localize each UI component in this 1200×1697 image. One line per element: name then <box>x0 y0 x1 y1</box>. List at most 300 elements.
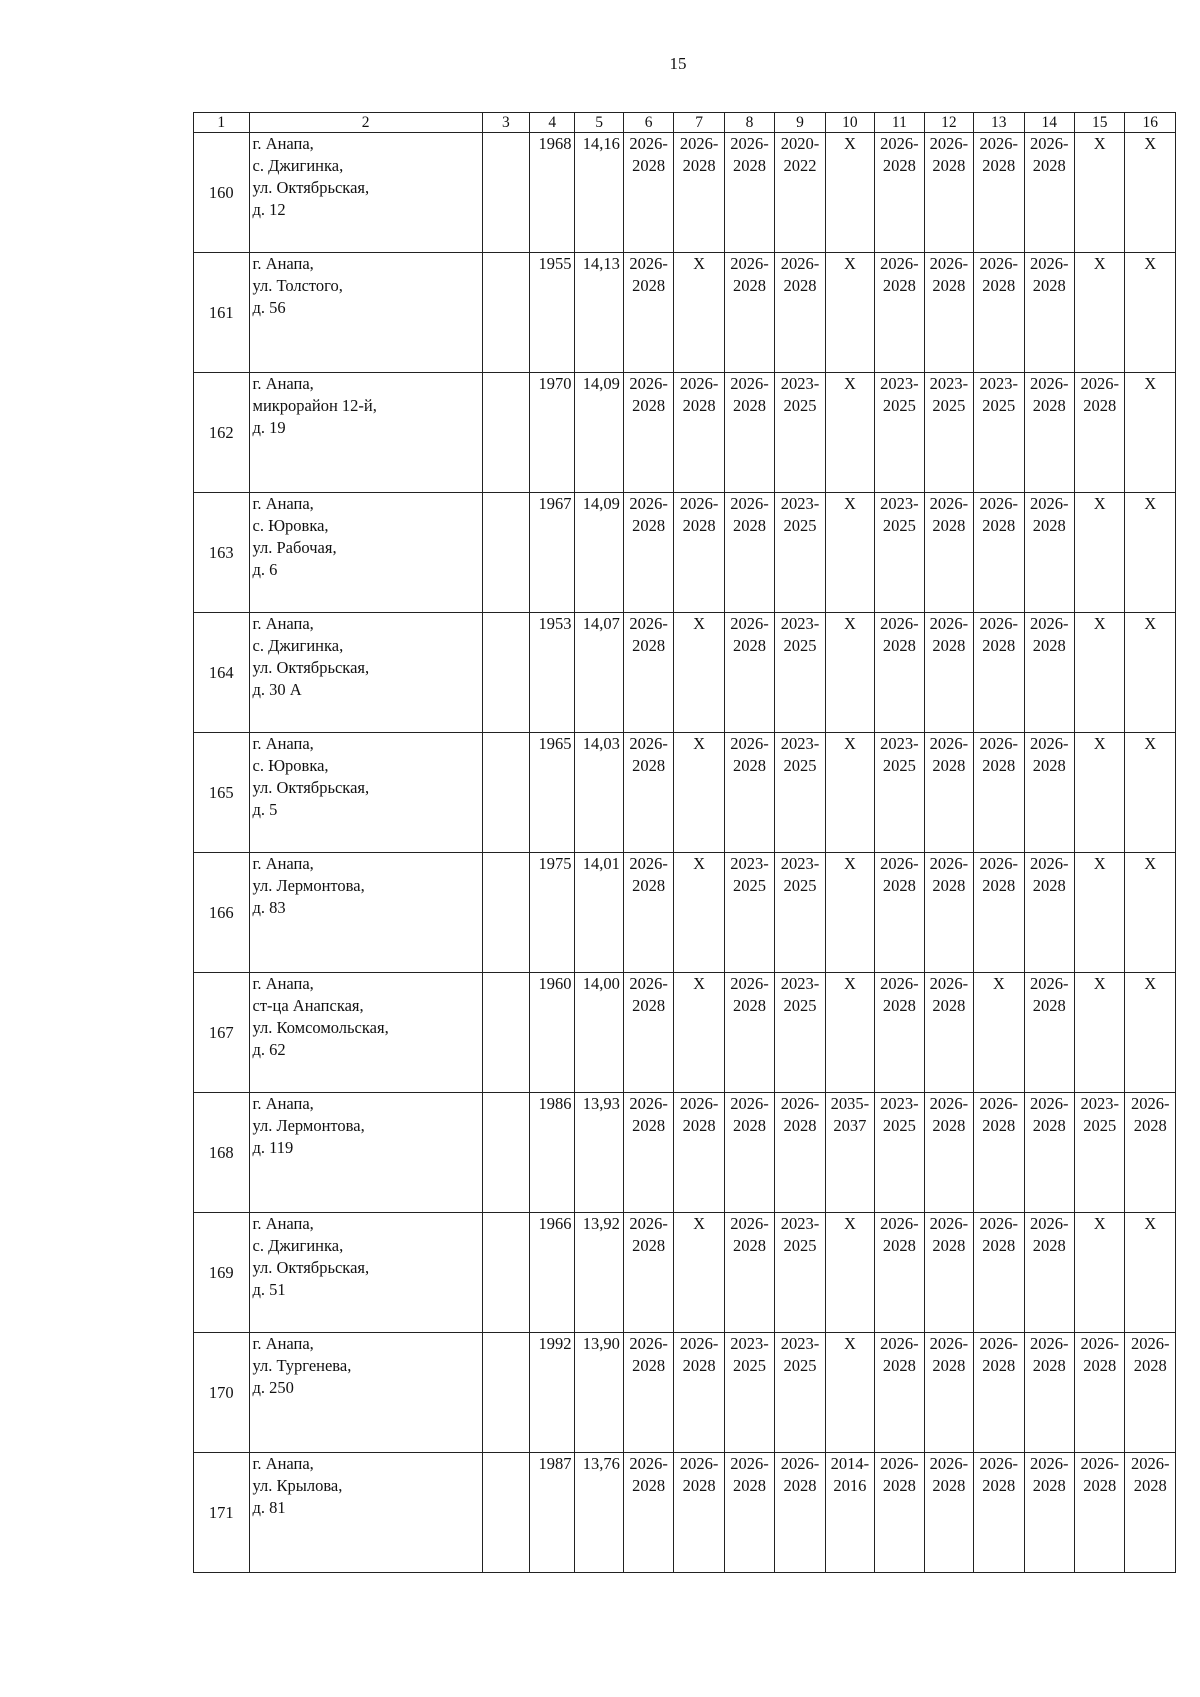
address-cell <box>249 613 482 733</box>
period-text: 2028 <box>733 156 767 175</box>
period-cell <box>1074 133 1124 253</box>
table-row <box>194 1453 1176 1573</box>
period-text: 2025 <box>783 636 817 655</box>
period-cell <box>875 253 924 373</box>
area-cell: 14,09 <box>575 493 623 613</box>
period-cell <box>775 253 825 373</box>
year-cell: 1986 <box>530 1093 575 1213</box>
table-row <box>194 973 1176 1093</box>
period-cell <box>974 973 1024 1093</box>
period-text: 2028 <box>982 876 1016 895</box>
period-cell <box>974 853 1024 973</box>
area-cell: 14,13 <box>575 253 623 373</box>
address-cell <box>249 493 482 613</box>
period-text: 2028 <box>733 396 767 415</box>
period-cell <box>924 1093 973 1213</box>
period-text: 2026- <box>629 1214 668 1233</box>
address-line: г. Анапа, <box>252 494 314 513</box>
period-text: 2026- <box>679 1094 719 1113</box>
address-line: ул. Октябрьская, <box>252 178 370 197</box>
row-number: 166 <box>194 853 250 973</box>
period-text: 2028 <box>632 1236 666 1255</box>
period-cell <box>974 373 1024 493</box>
period-cell <box>1024 613 1074 733</box>
period-text: 2026- <box>1029 614 1069 633</box>
period-cell <box>1125 253 1176 373</box>
period-text: 2028 <box>632 396 666 415</box>
column-header: 9 <box>775 113 825 133</box>
table-row <box>194 133 1176 253</box>
period-text: 2026- <box>929 974 969 993</box>
period-cell <box>1074 1093 1124 1213</box>
column-3-cell <box>482 493 529 613</box>
address-line: ул. Октябрьская, <box>252 1258 370 1277</box>
period-text: 2028 <box>882 276 916 295</box>
period-cell <box>974 493 1024 613</box>
address-line: г. Анапа, <box>252 134 314 153</box>
period-cell <box>1125 493 1176 613</box>
address-line: ул. Лермонтова, <box>252 1116 365 1135</box>
period-text: 2023- <box>880 734 919 753</box>
period-text: 2023- <box>730 854 769 873</box>
period-text: 2028 <box>1133 1356 1167 1375</box>
row-number: 170 <box>194 1333 250 1453</box>
period-text: 2026- <box>629 494 668 513</box>
column-header: 2 <box>249 113 482 133</box>
period-cell <box>775 733 825 853</box>
year-cell: 1968 <box>530 133 575 253</box>
period-text: 2028 <box>682 396 716 415</box>
period-text: 2028 <box>882 156 916 175</box>
period-cell <box>724 853 774 973</box>
period-cell <box>724 613 774 733</box>
period-cell <box>875 1213 924 1333</box>
address-line: д. 51 <box>252 1280 286 1299</box>
address-line: д. 119 <box>252 1138 294 1157</box>
period-cell <box>724 133 774 253</box>
period-text: 2026- <box>929 494 969 513</box>
period-cell <box>674 133 724 253</box>
period-text: 2026- <box>679 1454 719 1473</box>
period-cell <box>674 373 724 493</box>
period-text: 2028 <box>733 1236 767 1255</box>
area-cell: 13,92 <box>575 1213 623 1333</box>
period-text: 2028 <box>783 276 817 295</box>
area-cell: 14,09 <box>575 373 623 493</box>
period-text: 2028 <box>882 636 916 655</box>
period-text: Х <box>693 254 706 273</box>
period-text: Х <box>693 854 706 873</box>
period-cell <box>875 133 924 253</box>
address-line: д. 81 <box>252 1498 286 1517</box>
period-cell <box>1074 1333 1124 1453</box>
period-text: 2026- <box>1029 854 1069 873</box>
period-text: 2026- <box>730 974 769 993</box>
column-header: 4 <box>530 113 575 133</box>
period-cell <box>1024 493 1074 613</box>
period-text: 2028 <box>733 636 767 655</box>
table-row <box>194 853 1176 973</box>
year-cell: 1965 <box>530 733 575 853</box>
row-number: 167 <box>194 973 250 1093</box>
page-number: 15 <box>669 54 687 73</box>
period-cell <box>1125 973 1176 1093</box>
column-header: 8 <box>724 113 774 133</box>
period-text: Х <box>1093 254 1106 273</box>
period-text: 2023- <box>780 1334 820 1353</box>
table-header-row <box>194 113 1176 133</box>
period-cell <box>1074 373 1124 493</box>
area-cell: 14,03 <box>575 733 623 853</box>
column-3-cell <box>482 373 529 493</box>
period-cell <box>974 1453 1024 1573</box>
period-text: 2028 <box>1032 1116 1066 1135</box>
period-text: 2023- <box>1080 1094 1119 1113</box>
period-cell <box>875 613 924 733</box>
period-cell <box>825 1453 874 1573</box>
period-text: Х <box>1144 374 1157 393</box>
period-cell <box>974 1213 1024 1333</box>
period-cell <box>825 253 874 373</box>
period-text: 2025 <box>733 1356 767 1375</box>
period-text: 2026- <box>730 1094 769 1113</box>
period-cell <box>924 1333 973 1453</box>
period-cell <box>825 613 874 733</box>
period-cell <box>1125 1213 1176 1333</box>
period-cell <box>924 373 973 493</box>
address-line: г. Анапа, <box>252 1334 314 1353</box>
period-text: Х <box>1144 494 1157 513</box>
period-cell <box>623 613 673 733</box>
period-cell <box>674 1213 724 1333</box>
period-text: 2026- <box>1029 1094 1069 1113</box>
row-number: 171 <box>194 1453 250 1573</box>
address-line: ул. Крылова, <box>252 1476 343 1495</box>
period-cell <box>875 853 924 973</box>
period-cell <box>724 253 774 373</box>
table-row <box>194 733 1176 853</box>
period-cell <box>775 1333 825 1453</box>
period-cell <box>1074 1453 1124 1573</box>
area-cell: 13,93 <box>575 1093 623 1213</box>
period-text: 2028 <box>982 1236 1016 1255</box>
period-text: 2028 <box>932 1356 966 1375</box>
period-text: Х <box>1093 614 1106 633</box>
period-text: Х <box>843 854 856 873</box>
period-text: 2028 <box>982 516 1016 535</box>
period-text: 2028 <box>932 276 966 295</box>
period-text: Х <box>693 734 706 753</box>
address-line: ул. Октябрьская, <box>252 658 370 677</box>
year-cell: 1960 <box>530 973 575 1093</box>
period-cell <box>1024 1213 1074 1333</box>
address-line: ул. Толстого, <box>252 276 343 295</box>
period-cell <box>623 1213 673 1333</box>
period-cell <box>974 133 1024 253</box>
period-text: 2028 <box>1032 516 1066 535</box>
period-text: 2026- <box>1029 1334 1069 1353</box>
period-cell <box>825 973 874 1093</box>
period-cell <box>775 133 825 253</box>
period-cell <box>623 493 673 613</box>
area-cell: 14,16 <box>575 133 623 253</box>
period-cell <box>1024 253 1074 373</box>
column-header: 12 <box>924 113 973 133</box>
period-cell <box>674 1333 724 1453</box>
period-text: 2026- <box>1080 374 1119 393</box>
period-text: 2026- <box>780 1094 820 1113</box>
period-text: 2028 <box>1032 156 1066 175</box>
address-line: г. Анапа, <box>252 1454 314 1473</box>
address-line: г. Анапа, <box>252 854 314 873</box>
period-text: 2028 <box>882 876 916 895</box>
period-text: 2023- <box>780 374 820 393</box>
column-header: 13 <box>974 113 1024 133</box>
period-text: 2035- <box>830 1094 870 1113</box>
period-text: 2026- <box>629 134 668 153</box>
period-text: Х <box>843 254 856 273</box>
period-cell <box>924 493 973 613</box>
period-text: 2028 <box>932 1476 966 1495</box>
period-text: Х <box>843 974 856 993</box>
row-number: 162 <box>194 373 250 493</box>
period-text: Х <box>1144 614 1157 633</box>
address-cell <box>249 373 482 493</box>
period-text: 2028 <box>632 156 666 175</box>
period-cell <box>1125 133 1176 253</box>
period-cell <box>674 973 724 1093</box>
address-line: с. Юровка, <box>252 756 329 775</box>
period-cell <box>924 253 973 373</box>
period-text: Х <box>843 614 856 633</box>
period-text: 2026- <box>1029 134 1069 153</box>
period-cell <box>875 373 924 493</box>
period-text: 2028 <box>632 636 666 655</box>
period-text: 2026- <box>730 734 769 753</box>
period-text: 2028 <box>632 756 666 775</box>
period-cell <box>1024 973 1074 1093</box>
address-line: микрорайон 12-й, <box>252 396 377 415</box>
address-cell <box>249 973 482 1093</box>
area-cell: 14,07 <box>575 613 623 733</box>
period-text: Х <box>1093 134 1106 153</box>
period-cell <box>875 1453 924 1573</box>
column-3-cell <box>482 1333 529 1453</box>
period-text: 2028 <box>682 1356 716 1375</box>
period-cell <box>1125 1333 1176 1453</box>
period-cell <box>1074 733 1124 853</box>
period-text: 2028 <box>882 1476 916 1495</box>
period-text: Х <box>693 974 706 993</box>
period-text: Х <box>1144 254 1157 273</box>
address-line: д. 83 <box>252 898 286 917</box>
period-text: 2026- <box>629 254 668 273</box>
address-line: г. Анапа, <box>252 1094 314 1113</box>
period-text: Х <box>1093 734 1106 753</box>
period-text: 2025 <box>932 396 966 415</box>
period-text: 2026- <box>929 1094 969 1113</box>
area-cell: 14,01 <box>575 853 623 973</box>
area-cell: 14,00 <box>575 973 623 1093</box>
period-text: 2028 <box>1032 876 1066 895</box>
period-cell <box>1125 1093 1176 1213</box>
period-cell <box>623 733 673 853</box>
area-cell: 13,76 <box>575 1453 623 1573</box>
period-cell <box>974 253 1024 373</box>
period-cell <box>875 1333 924 1453</box>
period-text: 2025 <box>882 756 916 775</box>
column-header: 3 <box>482 113 529 133</box>
period-text: 2025 <box>882 396 916 415</box>
period-text: 2028 <box>932 756 966 775</box>
period-cell <box>1074 493 1124 613</box>
period-text: 2026- <box>679 494 719 513</box>
period-text: 2025 <box>783 396 817 415</box>
address-cell <box>249 253 482 373</box>
period-cell <box>775 493 825 613</box>
period-cell <box>674 733 724 853</box>
table-row <box>194 1213 1176 1333</box>
period-text: 2026- <box>929 1214 969 1233</box>
period-cell <box>825 373 874 493</box>
period-text: 2028 <box>932 996 966 1015</box>
table-row <box>194 1093 1176 1213</box>
period-cell <box>875 1093 924 1213</box>
period-cell <box>724 1453 774 1573</box>
period-text: 2023- <box>880 494 919 513</box>
address-cell <box>249 133 482 253</box>
period-text: 2028 <box>682 516 716 535</box>
period-text: 2026- <box>1029 734 1069 753</box>
period-cell <box>1125 1453 1176 1573</box>
period-text: 2028 <box>1083 1356 1117 1375</box>
period-cell <box>674 853 724 973</box>
period-text: 2026- <box>730 1454 769 1473</box>
column-3-cell <box>482 1453 529 1573</box>
column-header: 11 <box>875 113 924 133</box>
period-cell <box>924 133 973 253</box>
period-cell <box>1074 973 1124 1093</box>
period-cell <box>924 1453 973 1573</box>
period-text: 2028 <box>632 276 666 295</box>
table-row <box>194 1333 1176 1453</box>
column-3-cell <box>482 853 529 973</box>
period-cell <box>1074 613 1124 733</box>
period-cell <box>825 1093 874 1213</box>
row-number: 163 <box>194 493 250 613</box>
period-text: 2026- <box>679 134 719 153</box>
address-line: ул. Октябрьская, <box>252 778 370 797</box>
address-line: д. 56 <box>252 298 286 317</box>
period-text: 2026- <box>979 1214 1019 1233</box>
period-text: 2028 <box>1032 996 1066 1015</box>
period-cell <box>875 493 924 613</box>
column-3-cell <box>482 133 529 253</box>
column-3-cell <box>482 973 529 1093</box>
period-text: 2026- <box>629 854 668 873</box>
column-header: 14 <box>1024 113 1074 133</box>
period-text: 2028 <box>632 1356 666 1375</box>
period-cell <box>674 253 724 373</box>
period-text: 2022 <box>783 156 817 175</box>
period-text: Х <box>1093 494 1106 513</box>
period-text: 2026- <box>979 494 1019 513</box>
period-cell <box>825 1333 874 1453</box>
period-cell <box>775 613 825 733</box>
period-text: 2026- <box>679 1334 719 1353</box>
address-line: с. Джигинка, <box>252 156 344 175</box>
period-text: Х <box>843 494 856 513</box>
period-cell <box>623 1093 673 1213</box>
address-line: д. 6 <box>252 560 278 579</box>
period-text: 2028 <box>982 756 1016 775</box>
period-text: 2023- <box>780 614 820 633</box>
period-text: Х <box>843 734 856 753</box>
period-text: 2028 <box>632 1476 666 1495</box>
period-text: 2037 <box>833 1116 867 1135</box>
period-text: 2026- <box>629 1094 668 1113</box>
period-cell <box>825 853 874 973</box>
column-header: 7 <box>674 113 724 133</box>
period-cell <box>775 973 825 1093</box>
period-text: 2026- <box>979 254 1019 273</box>
period-cell <box>825 493 874 613</box>
period-text: 2026- <box>880 1214 919 1233</box>
period-text: 2028 <box>982 636 1016 655</box>
year-cell: 1987 <box>530 1453 575 1573</box>
period-cell <box>724 493 774 613</box>
year-cell: 1955 <box>530 253 575 373</box>
period-cell <box>1074 1213 1124 1333</box>
period-cell <box>674 1093 724 1213</box>
period-text: 2026- <box>1029 254 1069 273</box>
period-text: 2028 <box>1032 756 1066 775</box>
period-text: 2026- <box>1130 1454 1170 1473</box>
year-cell: 1975 <box>530 853 575 973</box>
period-cell <box>825 733 874 853</box>
period-text: 2028 <box>982 276 1016 295</box>
period-text: Х <box>843 1334 856 1353</box>
period-text: 2028 <box>932 1116 966 1135</box>
period-text: 2028 <box>1032 1236 1066 1255</box>
period-cell <box>875 973 924 1093</box>
period-text: 2025 <box>783 996 817 1015</box>
period-text: 2026- <box>880 1454 919 1473</box>
period-cell <box>674 1453 724 1573</box>
period-text: 2028 <box>932 156 966 175</box>
period-text: 2026- <box>1080 1334 1119 1353</box>
period-text: 2028 <box>632 1116 666 1135</box>
column-header: 10 <box>825 113 874 133</box>
period-text: 2025 <box>783 516 817 535</box>
period-cell <box>775 1093 825 1213</box>
period-text: Х <box>693 614 706 633</box>
period-text: 2025 <box>783 876 817 895</box>
period-text: 2026- <box>979 734 1019 753</box>
period-text: 2028 <box>1032 396 1066 415</box>
period-text: 2028 <box>733 276 767 295</box>
period-text: 2028 <box>733 1476 767 1495</box>
period-text: 2026- <box>730 614 769 633</box>
period-text: 2028 <box>982 156 1016 175</box>
period-text: 2023- <box>730 1334 769 1353</box>
address-line: ст-ца Анапская, <box>252 996 364 1015</box>
address-line: ул. Комсомольская, <box>252 1018 389 1037</box>
period-text: 2025 <box>783 1356 817 1375</box>
period-cell <box>775 853 825 973</box>
period-text: 2028 <box>682 156 716 175</box>
period-cell <box>924 973 973 1093</box>
